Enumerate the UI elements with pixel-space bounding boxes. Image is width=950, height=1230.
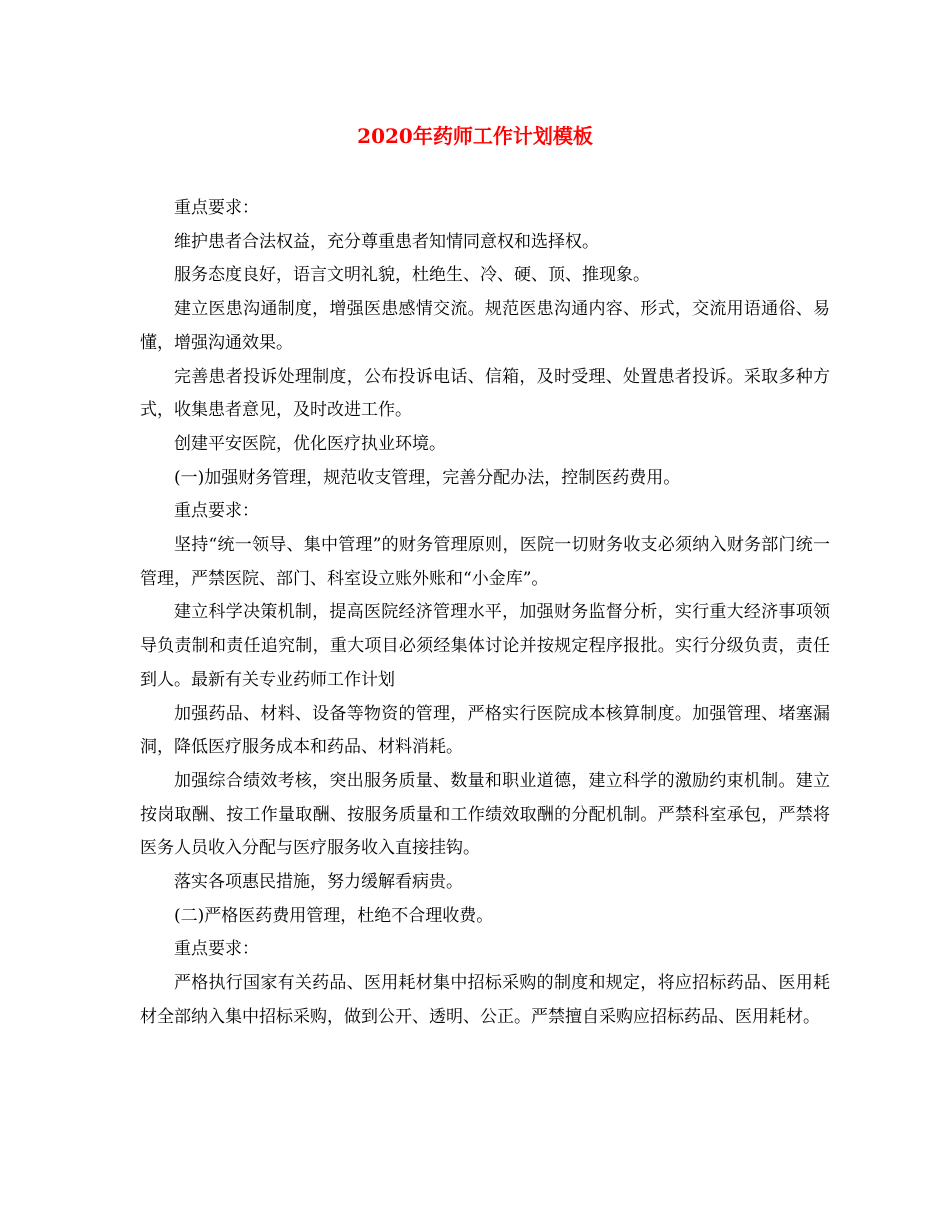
- section-heading: (二)严格医药费用管理，杜绝不合理收费。: [174, 905, 494, 926]
- paragraph: 加强综合绩效考核，突出服务质量、数量和职业道德，建立科学的激励约束机制。建立按岗取酬、按工作量取酬、按服务质量和工作绩效取酬的分配机制。严禁科室承包，严禁将医务人员收入分配与医疗服务收入直接挂钩。: [140, 770, 830, 859]
- section-heading: (一)加强财务管理，规范收支管理，完善分配办法，控制医药费用。: [174, 467, 681, 488]
- paragraph: 完善患者投诉处理制度，公布投诉电话、信箱，及时受理、处置患者投诉。采取多种方式，收集患者意见，及时改进工作。: [140, 366, 830, 421]
- paragraph: 重点要求：: [174, 198, 259, 218]
- paragraph: 重点要求：: [174, 939, 259, 960]
- paragraph: 加强药品、材料、设备等物资的管理，严格实行医院成本核算制度。加强管理、堵塞漏洞，降低医疗服务成本和药品、材料消耗。: [140, 703, 830, 758]
- document-title: 2020年药师工作计划模板: [357, 124, 593, 148]
- paragraph: 建立医患沟通制度，增强医患感情交流。规范医患沟通内容、形式，交流用语通俗、易懂，增强沟通效果。: [140, 299, 830, 353]
- paragraph: 建立科学决策机制，提高医院经济管理水平，加强财务监督分析，实行重大经济事项领导负责制和责任追究制，重大项目必须经集体讨论并按规定程序报批。实行分级负责，责任到人。最新有关专业药师工作计划: [140, 602, 830, 690]
- paragraph: 落实各项惠民措施，努力缓解看病贵。: [174, 872, 463, 893]
- paragraph: 维护患者合法权益，充分尊重患者知情同意权和选择权。: [174, 231, 599, 252]
- paragraph: 严格执行国家有关药品、医用耗材集中招标采购的制度和规定，将应招标药品、医用耗材全部纳入集中招标采购，做到公开、透明、公正。严禁擅自采购应招标药品、医用耗材。: [140, 973, 830, 1027]
- document-body: [140, 192, 830, 1035]
- paragraph: 服务态度良好，语言文明礼貌，杜绝生、冷、硬、顶、推现象。: [174, 265, 650, 286]
- paragraph: 坚持“统一领导、集中管理”的财务管理原则，医院一切财务收支必须纳入财务部门统一管理，严禁医院、部门、科室设立账外账和“小金库”。: [140, 535, 830, 589]
- paragraph: 重点要求：: [174, 501, 259, 522]
- paragraph: 创建平安医院，优化医疗执业环境。: [174, 433, 446, 454]
